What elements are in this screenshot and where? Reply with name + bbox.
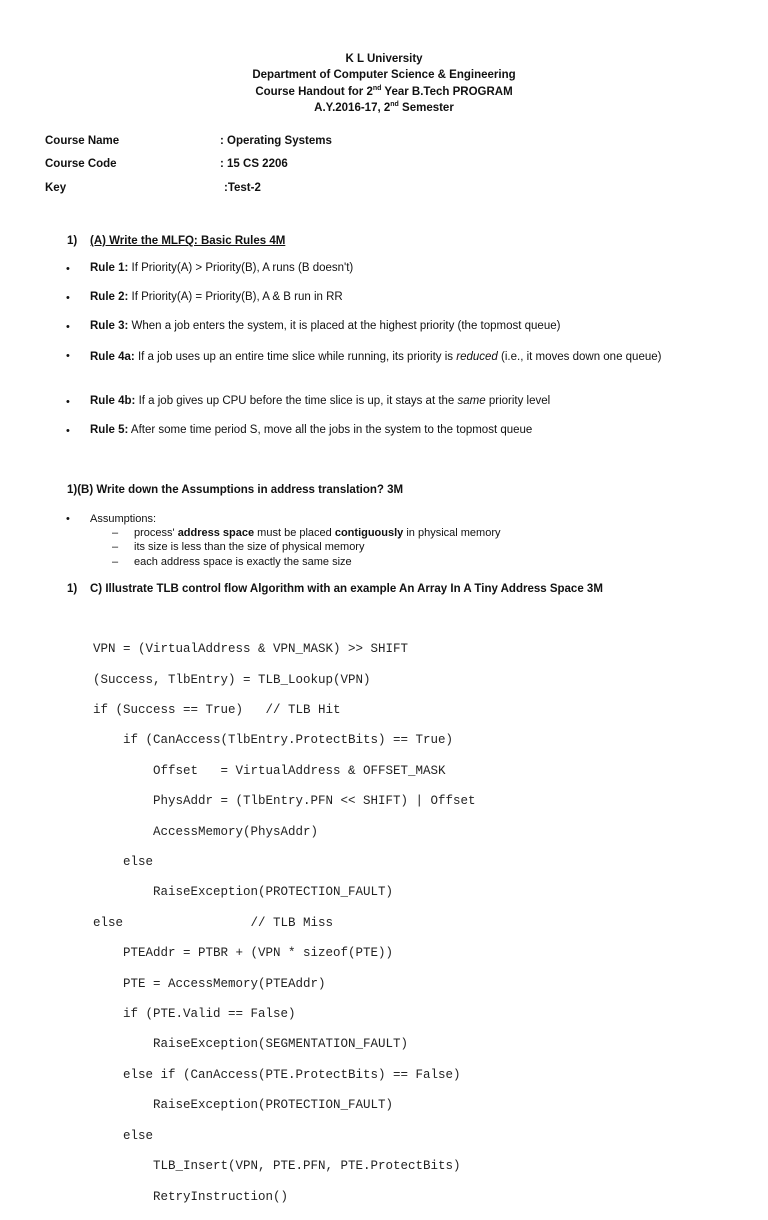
- rule-5-label: Rule 5:: [90, 424, 129, 436]
- course-code-value: : 15 CS 2206: [220, 158, 288, 170]
- assumption-1-bold-1: address space: [177, 527, 255, 539]
- bullet-icon: •: [66, 263, 70, 275]
- assumption-1-post: in physical memory: [403, 527, 501, 539]
- code-line: PhysAddr = (TlbEntry.PFN << SHIFT) | Offset: [93, 794, 476, 809]
- assumptions-label: Assumptions:: [90, 513, 157, 525]
- department-name: Department of Computer Science & Engineering: [252, 69, 516, 81]
- dash-icon: –: [112, 556, 119, 568]
- q1c-title: C) Illustrate TLB control flow Algorithm with an example An Array In A Tiny Address Space 3M: [90, 583, 603, 595]
- rule-4a-text-pre: If a job uses up an entire time slice while running, its priority is: [134, 351, 457, 363]
- course-code-label: Course Code: [45, 158, 117, 170]
- code-line: (Success, TlbEntry) = TLB_Lookup(VPN): [93, 672, 371, 687]
- bullet-icon: •: [66, 513, 70, 525]
- assumption-1: [134, 527, 501, 539]
- bullet-icon: •: [66, 425, 70, 437]
- rule-5: [90, 424, 532, 436]
- ay-suffix: Semester: [398, 101, 454, 114]
- assumption-2: its size is less than the size of physical memory: [134, 541, 365, 553]
- ay-sup: nd: [390, 101, 399, 108]
- rule-1: [90, 262, 353, 274]
- rule-2-text: If Priority(A) = Priority(B), A & B run in RR: [128, 291, 343, 303]
- rule-4a: [90, 349, 740, 366]
- q1c-number: 1): [67, 583, 78, 595]
- rule-4b-text-post: priority level: [485, 395, 551, 407]
- rule-4b-text-pre: If a job gives up CPU before the time slice is up, it stays at the: [135, 395, 458, 407]
- handout-suffix: Year B.Tech PROGRAM: [381, 85, 513, 98]
- handout-sup: nd: [372, 85, 382, 92]
- rule-4b: [90, 395, 550, 407]
- dash-icon: –: [112, 527, 119, 539]
- code-line: if (PTE.Valid == False): [93, 1007, 296, 1022]
- code-block: [93, 627, 476, 1220]
- code-line: AccessMemory(PhysAddr): [93, 824, 319, 839]
- assumption-1-pre: process': [134, 527, 178, 539]
- assumption-3: each address space is exactly the same size: [134, 556, 352, 568]
- code-line: RetryInstruction(): [93, 1189, 289, 1204]
- code-line: else: [93, 855, 154, 870]
- rule-2: [90, 291, 343, 303]
- bullet-icon: •: [66, 321, 70, 333]
- assumption-1-mid: must be placed: [254, 527, 335, 539]
- rule-1-text: If Priority(A) > Priority(B), A runs (B doesn't): [128, 262, 354, 274]
- rule-1-label: Rule 1:: [90, 262, 129, 274]
- code-line: if (Success == True) // TLB Hit: [93, 703, 341, 718]
- rule-4b-label: Rule 4b:: [90, 395, 136, 407]
- academic-year: [0, 101, 768, 114]
- bullet-icon: •: [66, 350, 70, 362]
- code-line: VPN = (VirtualAddress & VPN_MASK) >> SHIFT: [93, 642, 409, 657]
- bullet-icon: •: [66, 292, 70, 304]
- rule-3-label: Rule 3:: [90, 320, 129, 332]
- university-name: K L University: [345, 53, 423, 65]
- handout-title: [0, 85, 768, 98]
- code-line: else: [93, 1128, 154, 1143]
- code-line: else if (CanAccess(PTE.ProtectBits) == False): [93, 1067, 461, 1082]
- dash-icon: –: [112, 541, 119, 553]
- key-value: :Test-2: [224, 182, 261, 194]
- rule-3-text: When a job enters the system, it is placed at the highest priority (the topmost queue): [128, 320, 561, 332]
- handout-prefix: Course Handout for 2: [255, 85, 373, 98]
- key-label: Key: [45, 182, 67, 194]
- code-line: if (CanAccess(TlbEntry.ProtectBits) == True): [93, 733, 454, 748]
- assumption-1-bold-2: contiguously: [334, 527, 404, 539]
- code-line: RaiseException(PROTECTION_FAULT): [93, 1098, 394, 1113]
- q1a-number: 1): [67, 235, 78, 247]
- code-line: PTEAddr = PTBR + (VPN * sizeof(PTE)): [93, 946, 394, 961]
- rule-5-text: After some time period S, move all the jobs in the system to the topmost queue: [128, 424, 533, 436]
- course-name-value: : Operating Systems: [220, 135, 332, 147]
- q1b-title: 1)(B) Write down the Assumptions in address translation? 3M: [67, 484, 404, 496]
- rule-4a-text-post: (i.e., it moves down one queue): [497, 351, 662, 363]
- course-name-label: Course Name: [45, 135, 120, 147]
- code-line: TLB_Insert(VPN, PTE.PFN, PTE.ProtectBits): [93, 1159, 461, 1174]
- bullet-icon: •: [66, 396, 70, 408]
- q1a-title: (A) Write the MLFQ: Basic Rules 4M: [90, 235, 286, 247]
- rule-2-label: Rule 2:: [90, 291, 129, 303]
- rule-4a-emphasis: reduced: [456, 351, 498, 363]
- code-line: PTE = AccessMemory(PTEAddr): [93, 976, 326, 991]
- rule-3: [90, 320, 560, 332]
- ay-prefix: A.Y.2016-17, 2: [314, 101, 391, 114]
- code-line: Offset = VirtualAddress & OFFSET_MASK: [93, 763, 446, 778]
- code-line: else // TLB Miss: [93, 915, 334, 930]
- code-line: RaiseException(SEGMENTATION_FAULT): [93, 1037, 409, 1052]
- rule-4b-emphasis: same: [457, 395, 486, 407]
- rule-4a-label: Rule 4a:: [90, 351, 135, 363]
- code-line: RaiseException(PROTECTION_FAULT): [93, 885, 394, 900]
